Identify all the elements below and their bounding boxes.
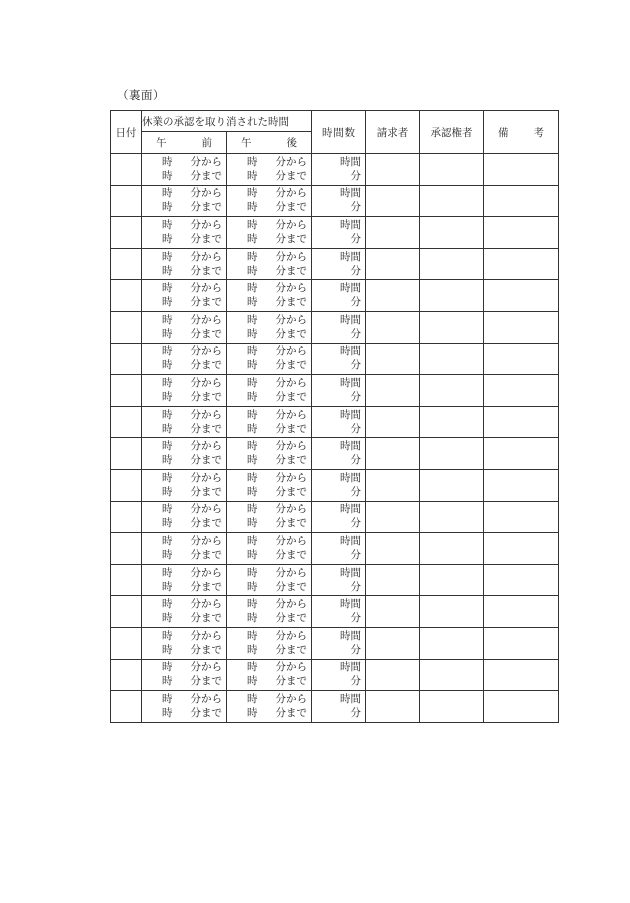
requester-cell[interactable] bbox=[366, 406, 420, 438]
hours-cell[interactable]: 時間 分 bbox=[312, 185, 366, 217]
approver-cell[interactable] bbox=[420, 406, 484, 438]
notes-cell[interactable] bbox=[484, 627, 559, 659]
table-row bbox=[111, 627, 559, 659]
approver-cell[interactable] bbox=[420, 343, 484, 375]
notes-cell[interactable] bbox=[484, 248, 559, 280]
hours-cell[interactable]: 時間 分 bbox=[312, 533, 366, 565]
requester-cell[interactable] bbox=[366, 375, 420, 407]
pm-time-cell[interactable]: 時 分から 時 分まで bbox=[227, 596, 312, 628]
requester-cell[interactable] bbox=[366, 248, 420, 280]
approver-cell[interactable] bbox=[420, 596, 484, 628]
requester-header: 請求者 bbox=[366, 111, 420, 154]
notes-cell[interactable] bbox=[484, 154, 559, 186]
table-row bbox=[111, 533, 559, 565]
notes-cell[interactable] bbox=[484, 469, 559, 501]
notes-cell[interactable] bbox=[484, 533, 559, 565]
table-row bbox=[111, 501, 559, 533]
am-time-cell[interactable]: 時 分から 時 分まで bbox=[142, 185, 227, 217]
hours-cell[interactable]: 時間 分 bbox=[312, 659, 366, 691]
requester-cell[interactable] bbox=[366, 343, 420, 375]
pm-time-cell[interactable]: 時 分から 時 分まで bbox=[227, 343, 312, 375]
date-cell[interactable] bbox=[111, 343, 142, 375]
hours-cell[interactable]: 時間 分 bbox=[312, 564, 366, 596]
am-time-cell[interactable]: 時 分から 時 分まで bbox=[142, 375, 227, 407]
notes-cell[interactable] bbox=[484, 501, 559, 533]
requester-cell[interactable] bbox=[366, 438, 420, 470]
notes-cell[interactable] bbox=[484, 311, 559, 343]
table-row bbox=[111, 691, 559, 723]
am-time-cell[interactable]: 時 分から 時 分まで bbox=[142, 691, 227, 723]
hours-cell[interactable]: 時間 分 bbox=[312, 596, 366, 628]
notes-header: 備 考 bbox=[484, 111, 559, 154]
table-row bbox=[111, 217, 559, 249]
requester-cell[interactable] bbox=[366, 501, 420, 533]
am-time-cell[interactable]: 時 分から 時 分まで bbox=[142, 438, 227, 470]
hours-cell[interactable]: 時間 分 bbox=[312, 501, 366, 533]
date-cell[interactable] bbox=[111, 469, 142, 501]
approver-cell[interactable] bbox=[420, 185, 484, 217]
pm-header: 午 後 bbox=[227, 132, 312, 154]
am-time-cell[interactable]: 時 分から 時 分まで bbox=[142, 343, 227, 375]
date-cell[interactable] bbox=[111, 248, 142, 280]
table-row bbox=[111, 438, 559, 470]
approver-cell[interactable] bbox=[420, 659, 484, 691]
date-cell[interactable] bbox=[111, 501, 142, 533]
table-row bbox=[111, 469, 559, 501]
notes-cell[interactable] bbox=[484, 217, 559, 249]
approver-cell[interactable] bbox=[420, 248, 484, 280]
notes-cell[interactable] bbox=[484, 406, 559, 438]
approver-cell[interactable] bbox=[420, 375, 484, 407]
pm-time-cell[interactable]: 時 分から 時 分まで bbox=[227, 311, 312, 343]
am-time-cell[interactable]: 時 分から 時 分まで bbox=[142, 154, 227, 186]
requester-cell[interactable] bbox=[366, 691, 420, 723]
pm-time-cell[interactable]: 時 分から 時 分まで bbox=[227, 564, 312, 596]
requester-cell[interactable] bbox=[366, 659, 420, 691]
pm-time-cell[interactable]: 時 分から 時 分まで bbox=[227, 185, 312, 217]
hours-cell[interactable]: 時間 分 bbox=[312, 217, 366, 249]
date-cell[interactable] bbox=[111, 217, 142, 249]
table-row bbox=[111, 248, 559, 280]
hours-header: 時 間 数 bbox=[312, 111, 366, 154]
notes-cell[interactable] bbox=[484, 185, 559, 217]
hours-cell[interactable]: 時間 分 bbox=[312, 691, 366, 723]
am-time-cell[interactable]: 時 分から 時 分まで bbox=[142, 217, 227, 249]
requester-cell[interactable] bbox=[366, 154, 420, 186]
approver-cell[interactable] bbox=[420, 691, 484, 723]
approver-cell[interactable] bbox=[420, 217, 484, 249]
am-time-cell[interactable]: 時 分から 時 分まで bbox=[142, 659, 227, 691]
hours-cell[interactable]: 時間 分 bbox=[312, 627, 366, 659]
date-cell[interactable] bbox=[111, 154, 142, 186]
pm-time-cell[interactable]: 時 分から 時 分まで bbox=[227, 217, 312, 249]
table-row bbox=[111, 154, 559, 186]
date-cell[interactable] bbox=[111, 533, 142, 565]
pm-time-cell[interactable]: 時 分から 時 分まで bbox=[227, 691, 312, 723]
pm-time-cell[interactable]: 時 分から 時 分まで bbox=[227, 154, 312, 186]
approver-cell[interactable] bbox=[420, 533, 484, 565]
date-cell[interactable] bbox=[111, 406, 142, 438]
am-time-cell[interactable]: 時 分から 時 分まで bbox=[142, 311, 227, 343]
approver-cell[interactable] bbox=[420, 627, 484, 659]
table-row bbox=[111, 311, 559, 343]
cancelled-time-header: 休業の承認を取り消された時間 bbox=[142, 111, 312, 132]
notes-cell[interactable] bbox=[484, 438, 559, 470]
am-time-cell[interactable]: 時 分から 時 分まで bbox=[142, 280, 227, 312]
requester-cell[interactable] bbox=[366, 627, 420, 659]
approver-cell[interactable] bbox=[420, 469, 484, 501]
hours-cell[interactable]: 時間 分 bbox=[312, 343, 366, 375]
date-cell[interactable] bbox=[111, 691, 142, 723]
requester-cell[interactable] bbox=[366, 280, 420, 312]
date-cell[interactable] bbox=[111, 564, 142, 596]
hours-cell[interactable]: 時間 分 bbox=[312, 406, 366, 438]
am-time-cell[interactable]: 時 分から 時 分まで bbox=[142, 596, 227, 628]
pm-time-cell[interactable]: 時 分から 時 分まで bbox=[227, 533, 312, 565]
hours-cell[interactable]: 時間 分 bbox=[312, 280, 366, 312]
approver-header: 承認権者 bbox=[420, 111, 484, 154]
notes-cell[interactable] bbox=[484, 659, 559, 691]
table-row bbox=[111, 280, 559, 312]
date-cell[interactable] bbox=[111, 596, 142, 628]
am-time-cell[interactable]: 時 分から 時 分まで bbox=[142, 533, 227, 565]
date-cell[interactable] bbox=[111, 280, 142, 312]
date-cell[interactable] bbox=[111, 627, 142, 659]
notes-cell[interactable] bbox=[484, 691, 559, 723]
requester-cell[interactable] bbox=[366, 564, 420, 596]
approver-cell[interactable] bbox=[420, 154, 484, 186]
notes-cell[interactable] bbox=[484, 280, 559, 312]
pm-time-cell[interactable]: 時 分から 時 分まで bbox=[227, 469, 312, 501]
pm-time-cell[interactable]: 時 分から 時 分まで bbox=[227, 659, 312, 691]
table-row bbox=[111, 659, 559, 691]
date-cell[interactable] bbox=[111, 185, 142, 217]
notes-cell[interactable] bbox=[484, 375, 559, 407]
table-row bbox=[111, 596, 559, 628]
date-cell[interactable] bbox=[111, 438, 142, 470]
requester-cell[interactable] bbox=[366, 217, 420, 249]
requester-cell[interactable] bbox=[366, 596, 420, 628]
hours-cell[interactable]: 時間 分 bbox=[312, 469, 366, 501]
hours-cell[interactable]: 時間 分 bbox=[312, 375, 366, 407]
notes-cell[interactable] bbox=[484, 564, 559, 596]
date-cell[interactable] bbox=[111, 311, 142, 343]
leave-cancellation-table bbox=[110, 110, 559, 723]
am-time-cell[interactable]: 時 分から 時 分まで bbox=[142, 248, 227, 280]
approver-cell[interactable] bbox=[420, 564, 484, 596]
notes-cell[interactable] bbox=[484, 596, 559, 628]
pm-time-cell[interactable]: 時 分から 時 分まで bbox=[227, 406, 312, 438]
pm-time-cell[interactable]: 時 分から 時 分まで bbox=[227, 438, 312, 470]
am-time-cell[interactable]: 時 分から 時 分まで bbox=[142, 469, 227, 501]
table-row bbox=[111, 406, 559, 438]
date-cell[interactable] bbox=[111, 659, 142, 691]
am-time-cell[interactable]: 時 分から 時 分まで bbox=[142, 406, 227, 438]
am-time-cell[interactable]: 時 分から 時 分まで bbox=[142, 564, 227, 596]
pm-time-cell[interactable]: 時 分から 時 分まで bbox=[227, 375, 312, 407]
date-cell[interactable] bbox=[111, 375, 142, 407]
approver-cell[interactable] bbox=[420, 280, 484, 312]
table-row bbox=[111, 185, 559, 217]
approver-cell[interactable] bbox=[420, 501, 484, 533]
hours-cell[interactable]: 時間 分 bbox=[312, 248, 366, 280]
hours-cell[interactable]: 時間 分 bbox=[312, 311, 366, 343]
requester-cell[interactable] bbox=[366, 533, 420, 565]
requester-cell[interactable] bbox=[366, 469, 420, 501]
am-time-cell[interactable]: 時 分から 時 分まで bbox=[142, 627, 227, 659]
table-row bbox=[111, 564, 559, 596]
approver-cell[interactable] bbox=[420, 438, 484, 470]
pm-time-cell[interactable]: 時 分から 時 分まで bbox=[227, 627, 312, 659]
pm-time-cell[interactable]: 時 分から 時 分まで bbox=[227, 248, 312, 280]
requester-cell[interactable] bbox=[366, 185, 420, 217]
table-row bbox=[111, 343, 559, 375]
approver-cell[interactable] bbox=[420, 311, 484, 343]
am-time-cell[interactable]: 時 分から 時 分まで bbox=[142, 501, 227, 533]
am-header: 午 前 bbox=[142, 132, 227, 154]
hours-cell[interactable]: 時間 分 bbox=[312, 154, 366, 186]
page-side-label: （裏面） bbox=[117, 88, 165, 102]
hours-cell[interactable]: 時間 分 bbox=[312, 438, 366, 470]
notes-cell[interactable] bbox=[484, 343, 559, 375]
pm-time-cell[interactable]: 時 分から 時 分まで bbox=[227, 501, 312, 533]
pm-time-cell[interactable]: 時 分から 時 分まで bbox=[227, 280, 312, 312]
requester-cell[interactable] bbox=[366, 311, 420, 343]
table-row bbox=[111, 375, 559, 407]
date-header: 日付 bbox=[111, 111, 142, 154]
